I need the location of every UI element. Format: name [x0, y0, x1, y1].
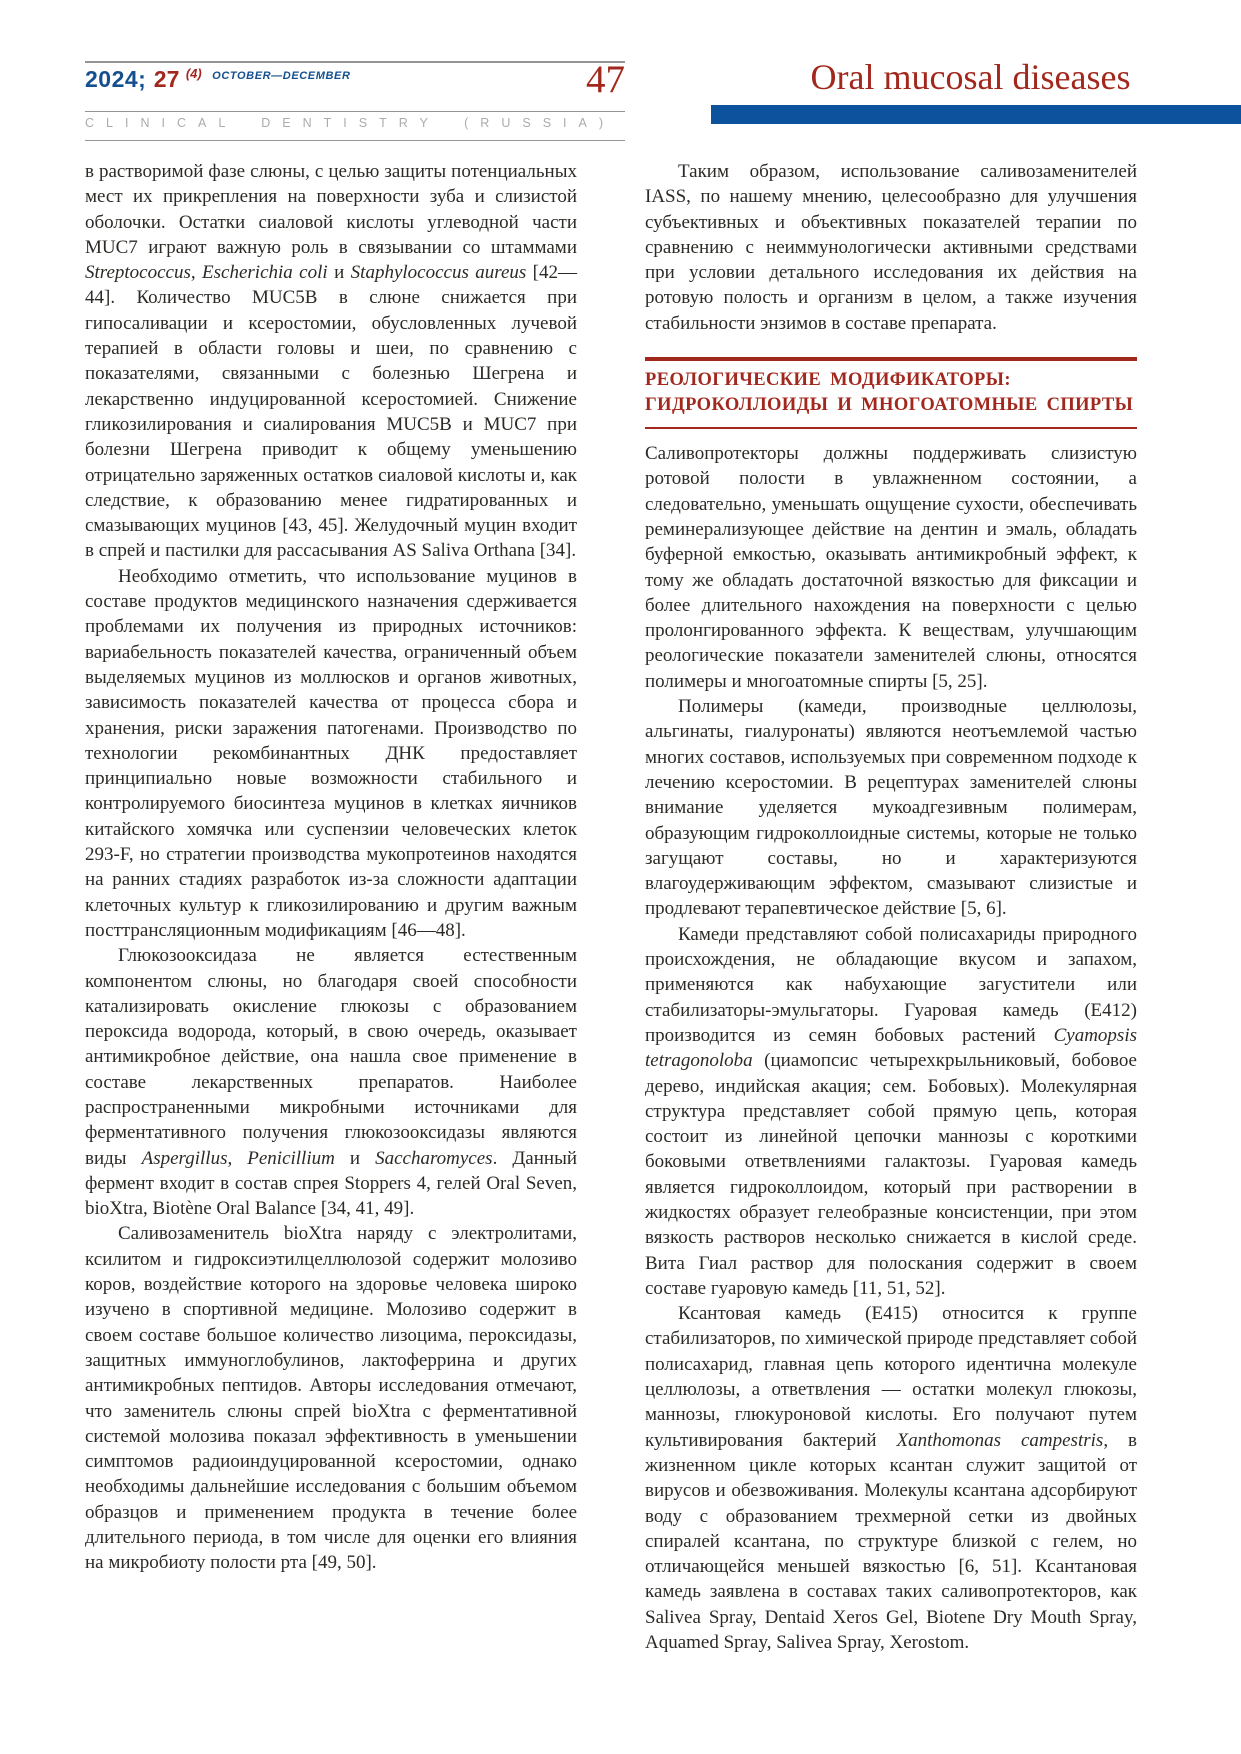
text-run: и	[334, 1147, 376, 1169]
text-run: Камеди представляют собой полисахариды природного происхождения, не обладающие вкусом и запахом, применяются как набухающие загустители или стабилизаторы-эмульгаторы. Гуаровая камедь (Е412) производится из семян бобовых растений	[645, 923, 1137, 1046]
text-run: [42—44]. Количество MUC5B в слюне снижается при гипосаливации и ксеростомии, обусловленных лучевой терапией в области головы и шеи, по сравнению с показателями, связанными с болезнью Шегрена и лекарственно индуцированной ксеростомией. Снижение гликозилирования и сиалирования MUC5B и MUC7 при болезни Шегрена приводит к общему уменьшению отрицательно заряженных остатков сиаловой кислоты и, как следствие, к образованию менее гидратированных и смазывающих муцинов [43, 45]. Желудочный муцин входит в спрей и пастилки для рассасывания AS Saliva Orthana [34].	[85, 262, 578, 562]
running-section-title: Oral mucosal diseases	[810, 57, 1131, 97]
header-bottom-rule	[85, 140, 625, 141]
paragraph	[85, 564, 577, 943]
italic-term: Aspergillus	[141, 1147, 228, 1169]
text-run: Полимеры (камеди, производные целлюлозы, альгинаты, гиалуронаты) являются неотъемлемой частью многих составов, используемых при современном подходе к лечению ксеростомии. В рецептурах заменителей слюны внимание уделяется мукоадгезивным полимерам, образующим гидроколлоидные системы, которые не только загущают составы, но и характеризуются влагоудерживающим эффектом, смазывают слизистые и продлевают терапевтическое действие [5, 6].	[645, 696, 1137, 920]
header-mid-rule	[85, 111, 625, 112]
text-run: Таким образом, использование саливозаменителей IASS, по нашему мнению, целесообразно для улучшения субъективных и объективных показателей терапии по сравнению с неиммунологически активными средствами при условии детального исследования их действия на ротовую полость и организм в целом, а также изучения стабильности энзимов в составе препарата.	[645, 161, 1137, 334]
text-run: и	[327, 262, 351, 284]
text-run: Ксантовая камедь (Е415) относится к группе стабилизаторов, по химической природе представляет собой полисахарид, главная цепь которого идентична молекуле целлюлозы, а ответвления — остатки молекул глюкозы, маннозы, глюкуроновой кислоты. Его получают путем культивирования бактерий	[645, 1303, 1137, 1451]
text-run: . Данный фермент входит в состав спрея Stoppers 4, гелей Oral Seven, bioXtra, Biotène Oral Balance [34, 41, 49].	[85, 1147, 578, 1220]
left-column	[85, 159, 577, 1576]
section-heading-line2: ГИДРОКОЛЛОИДЫ И МНОГОАТОМНЫЕ СПИРТЫ	[645, 395, 1134, 416]
italic-term: Streptococcus	[85, 262, 191, 284]
paragraph	[645, 694, 1137, 922]
italic-term: Staphylococcus aureus	[350, 262, 527, 284]
issue-volume: 27	[153, 66, 180, 92]
text-run: (циамопсис четырехкрыльниковый, бобовое дерево, индийская акация; сем. Бобовых). Молекулярная структура представляет собой прямую цепь, которая состоит из линейной цепочки маннозы с короткими боковыми ответвлениями галактозы. Гуаровая камедь является гидроколлоидом, который при растворении в жидкостях образует гелеобразные консистенции, при этом вязкость растворов несколько снижается в кислой среде. Вита Гиал раствор для полоскания содержит в своем составе гуаровую камедь [11, 51, 52].	[645, 1050, 1137, 1299]
italic-term: Saccharomyces	[375, 1147, 493, 1169]
right-column-intro	[645, 159, 1137, 336]
text-run: ,	[227, 1147, 248, 1169]
paragraph	[645, 441, 1137, 694]
header-blue-bar	[711, 105, 1241, 124]
section-heading	[645, 357, 1137, 429]
paragraph	[645, 159, 1137, 336]
paragraph	[645, 1301, 1137, 1655]
paragraph	[85, 1221, 577, 1575]
italic-term: Cyamopsis tetragonoloba	[645, 1024, 1137, 1072]
italic-term: Penicillium	[247, 1147, 335, 1169]
issue-months: OCTOBER—DECEMBER	[212, 70, 351, 82]
text-run: Саливозаменитель bioXtra наряду с электролитами, ксилитом и гидроксиэтилцеллюлозой содержит молозиво коров, воздействие которого на здоровье человека широко изучено в спортивной медицине. Молозиво содержит в своем составе большое количество лизоцима, пероксидазы, защитных иммуноглобулинов, лактоферрина и других антимикробных пептидов. Авторы исследования отмечают, что заменитель слюны спрей bioXtra с ферментативной системой молозива показал эффективность в уменьшении симптомов радиоиндуцированной ксеростомии, однако необходимы дальнейшие исследования с большим объемом образцов и применением продукта в течение более длительного периода, в том числе для оценки его влияния на микробиоту полости рта [49, 50].	[85, 1223, 577, 1574]
right-column	[645, 159, 1137, 1655]
page-number: 47	[586, 58, 625, 101]
text-run: Глюкозооксидаза не является естественным компонентом слюны, но благодаря своей способности катализировать окисление глюкозы с образованием пероксида водорода, который, в свою очередь, оказывает антимикробное действие, она нашла свое применение в составе лекарственных препаратов. Наиболее распространенными микробными источниками для ферментативного получения глюкозооксидазы являются виды	[85, 945, 577, 1169]
right-column-body	[645, 441, 1137, 1655]
text-run: в растворимой фазе слюны, с целью защиты потенциальных мест их прикрепления на поверхности зуба и слизистой оболочки. Остатки сиаловой кислоты углеводной части MUC7 играют важную роль в связывании со штаммами	[85, 161, 577, 258]
issue-year: 2024;	[85, 66, 147, 92]
section-heading-line1: РЕОЛОГИЧЕСКИЕ МОДИФИКАТОРЫ:	[645, 370, 1011, 391]
paragraph	[645, 922, 1137, 1301]
text-run: Необходимо отметить, что использование муцинов в составе продуктов медицинского назначения сдерживается проблемами их получения из природных источников: вариабельность показателей качества, ограниченный объем выделяемых муцинов из моллюсков и органов животных, зависимость показателей качества от процесса сбора и хранения, риски заражения патогенами. Производство по технологии рекомбинантных ДНК предоставляет принципиально новые возможности стабильного и контролируемого биосинтеза муцинов в клетках яичников китайского хомячка или суспензии человеческих клеток 293-F, но стратегии производства мукопротеинов находятся на ранних стадиях разработок из-за сложности адаптации клеточных культур к гликозилированию и другим важным посттрансляционным модификациям [46—48].	[85, 565, 577, 941]
text-run: ,	[190, 262, 203, 284]
journal-name: CLINICAL DENTISTRY (RUSSIA)	[85, 116, 616, 130]
paragraph	[85, 943, 577, 1221]
text-run: , в жизненном цикле которых ксантан служит защитой от вирусов и обезвоживания. Молекулы ксантана адсорбируют воду с образованием трехмерной сетки из двойных спиралей ксантана, по структуре близкой с гелем, но отличающейся меньшей вязкостью [6, 51]. Ксантановая камедь заявлена в составах таких саливопротекторов, как Salivea Spray, Dentaid Xeros Gel, Biotene Dry Mouth Spray, Aquamed Spray, Salivea Spray, Xerostom.	[645, 1429, 1138, 1654]
italic-term: Escherichia coli	[202, 262, 328, 284]
issue-info	[85, 66, 351, 93]
text-run: Саливопротекторы должны поддерживать слизистую ротовой полости в увлажненном состоянии, а следовательно, уменьшать ощущение сухости, обеспечивать реминерализующее действие на дентин и эмаль, обладать буферной емкостью, оказывать антимикробный эффект, к тому же обладать достаточной вязкостью для фиксации и более длительного нахождения на поверхности с целью пролонгированного эффекта. К веществам, улучшающим реологические показатели заменителей слюны, относятся полимеры и многоатомные спирты [5, 25].	[645, 443, 1137, 692]
issue-number: (4)	[185, 66, 202, 81]
paragraph	[85, 159, 577, 564]
italic-term: Xanthomonas campestris	[896, 1429, 1104, 1451]
